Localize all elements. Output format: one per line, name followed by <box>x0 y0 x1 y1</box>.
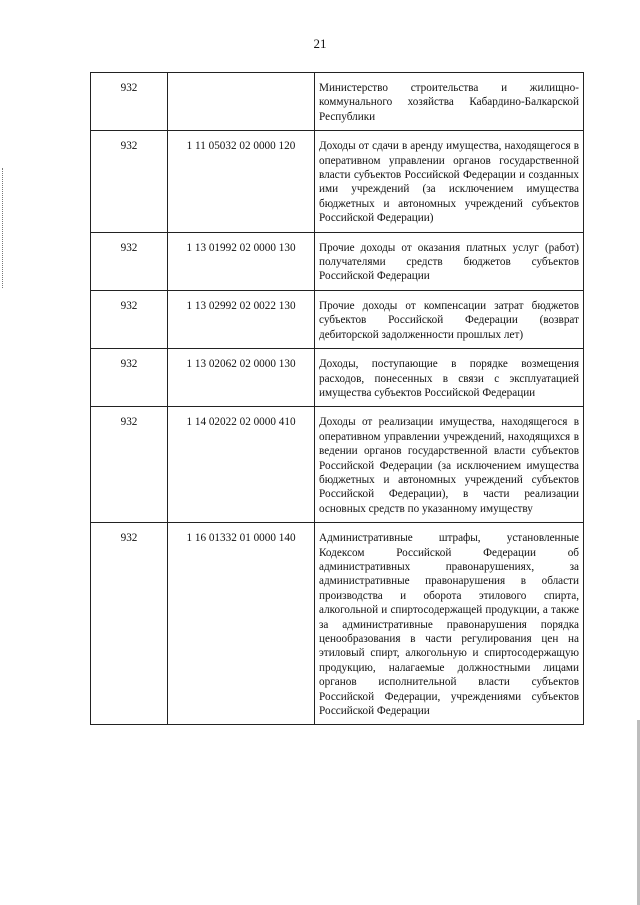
table-row <box>91 73 584 131</box>
revenue-name-cell: Министерство строительства и жилищно-коммунального хозяйства Кабардино-Балкарской Республики <box>315 73 584 131</box>
admin-code-cell: 932 <box>91 523 168 725</box>
revenue-codes-table <box>90 72 584 725</box>
kbk-code-cell: 1 16 01332 01 0000 140 <box>168 523 315 725</box>
table-row <box>91 407 584 523</box>
revenue-name-cell: Административные штрафы, установленные Кодексом Российской Федерации об административных правонарушениях, за административные правонарушения в области производства и оборота этилового спирта, алкогольной и спиртосодержащей продукции, а также за административные правонарушения порядка ценообразования в части регулирования цен на этиловый спирт, алкогольную и спиртосодержащую продукцию, налагаемые должностными лицами органов исполнительной власти субъектов Российской Федерации, учреждениями субъектов Российской Федерации <box>315 523 584 725</box>
table-row <box>91 290 584 348</box>
table-row <box>91 349 584 407</box>
revenue-name-cell: Доходы от сдачи в аренду имущества, находящегося в оперативном управлении органов государственной власти субъектов Российской Федерации и созданных ими учреждений (за исключением имущества бюджетных и автономных учреждений субъектов Российской Федерации) <box>315 131 584 232</box>
admin-code-cell: 932 <box>91 73 168 131</box>
kbk-code-cell: 1 13 02992 02 0022 130 <box>168 290 315 348</box>
admin-code-cell: 932 <box>91 349 168 407</box>
kbk-code-cell: 1 13 02062 02 0000 130 <box>168 349 315 407</box>
table-row <box>91 131 584 232</box>
table-row <box>91 232 584 290</box>
page-number: 21 <box>313 36 327 51</box>
admin-code-cell: 932 <box>91 407 168 523</box>
admin-code-cell: 932 <box>91 131 168 232</box>
revenue-name-cell: Прочие доходы от компенсации затрат бюджетов субъектов Российской Федерации (возврат дебиторской задолженности прошлых лет) <box>315 290 584 348</box>
admin-code-cell: 932 <box>91 290 168 348</box>
revenue-name-cell: Доходы, поступающие в порядке возмещения расходов, понесенных в связи с эксплуатацией имущества субъектов Российской Федерации <box>315 349 584 407</box>
kbk-code-cell: 1 11 05032 02 0000 120 <box>168 131 315 232</box>
margin-mark <box>2 168 7 288</box>
admin-code-cell: 932 <box>91 232 168 290</box>
table-row <box>91 523 584 725</box>
revenue-name-cell: Прочие доходы от оказания платных услуг (работ) получателями средств бюджетов субъектов Российской Федерации <box>315 232 584 290</box>
kbk-code-cell: 1 14 02022 02 0000 410 <box>168 407 315 523</box>
kbk-code-cell <box>168 73 315 131</box>
kbk-code-cell: 1 13 01992 02 0000 130 <box>168 232 315 290</box>
revenue-name-cell: Доходы от реализации имущества, находящегося в оперативном управлении учреждений, находящихся в ведении органов государственной власти субъектов Российской Федерации (за исключением имущества бюджетных и автономных учреждений субъектов Российской Федерации), в части реализации основных средств по указанному имуществу <box>315 407 584 523</box>
